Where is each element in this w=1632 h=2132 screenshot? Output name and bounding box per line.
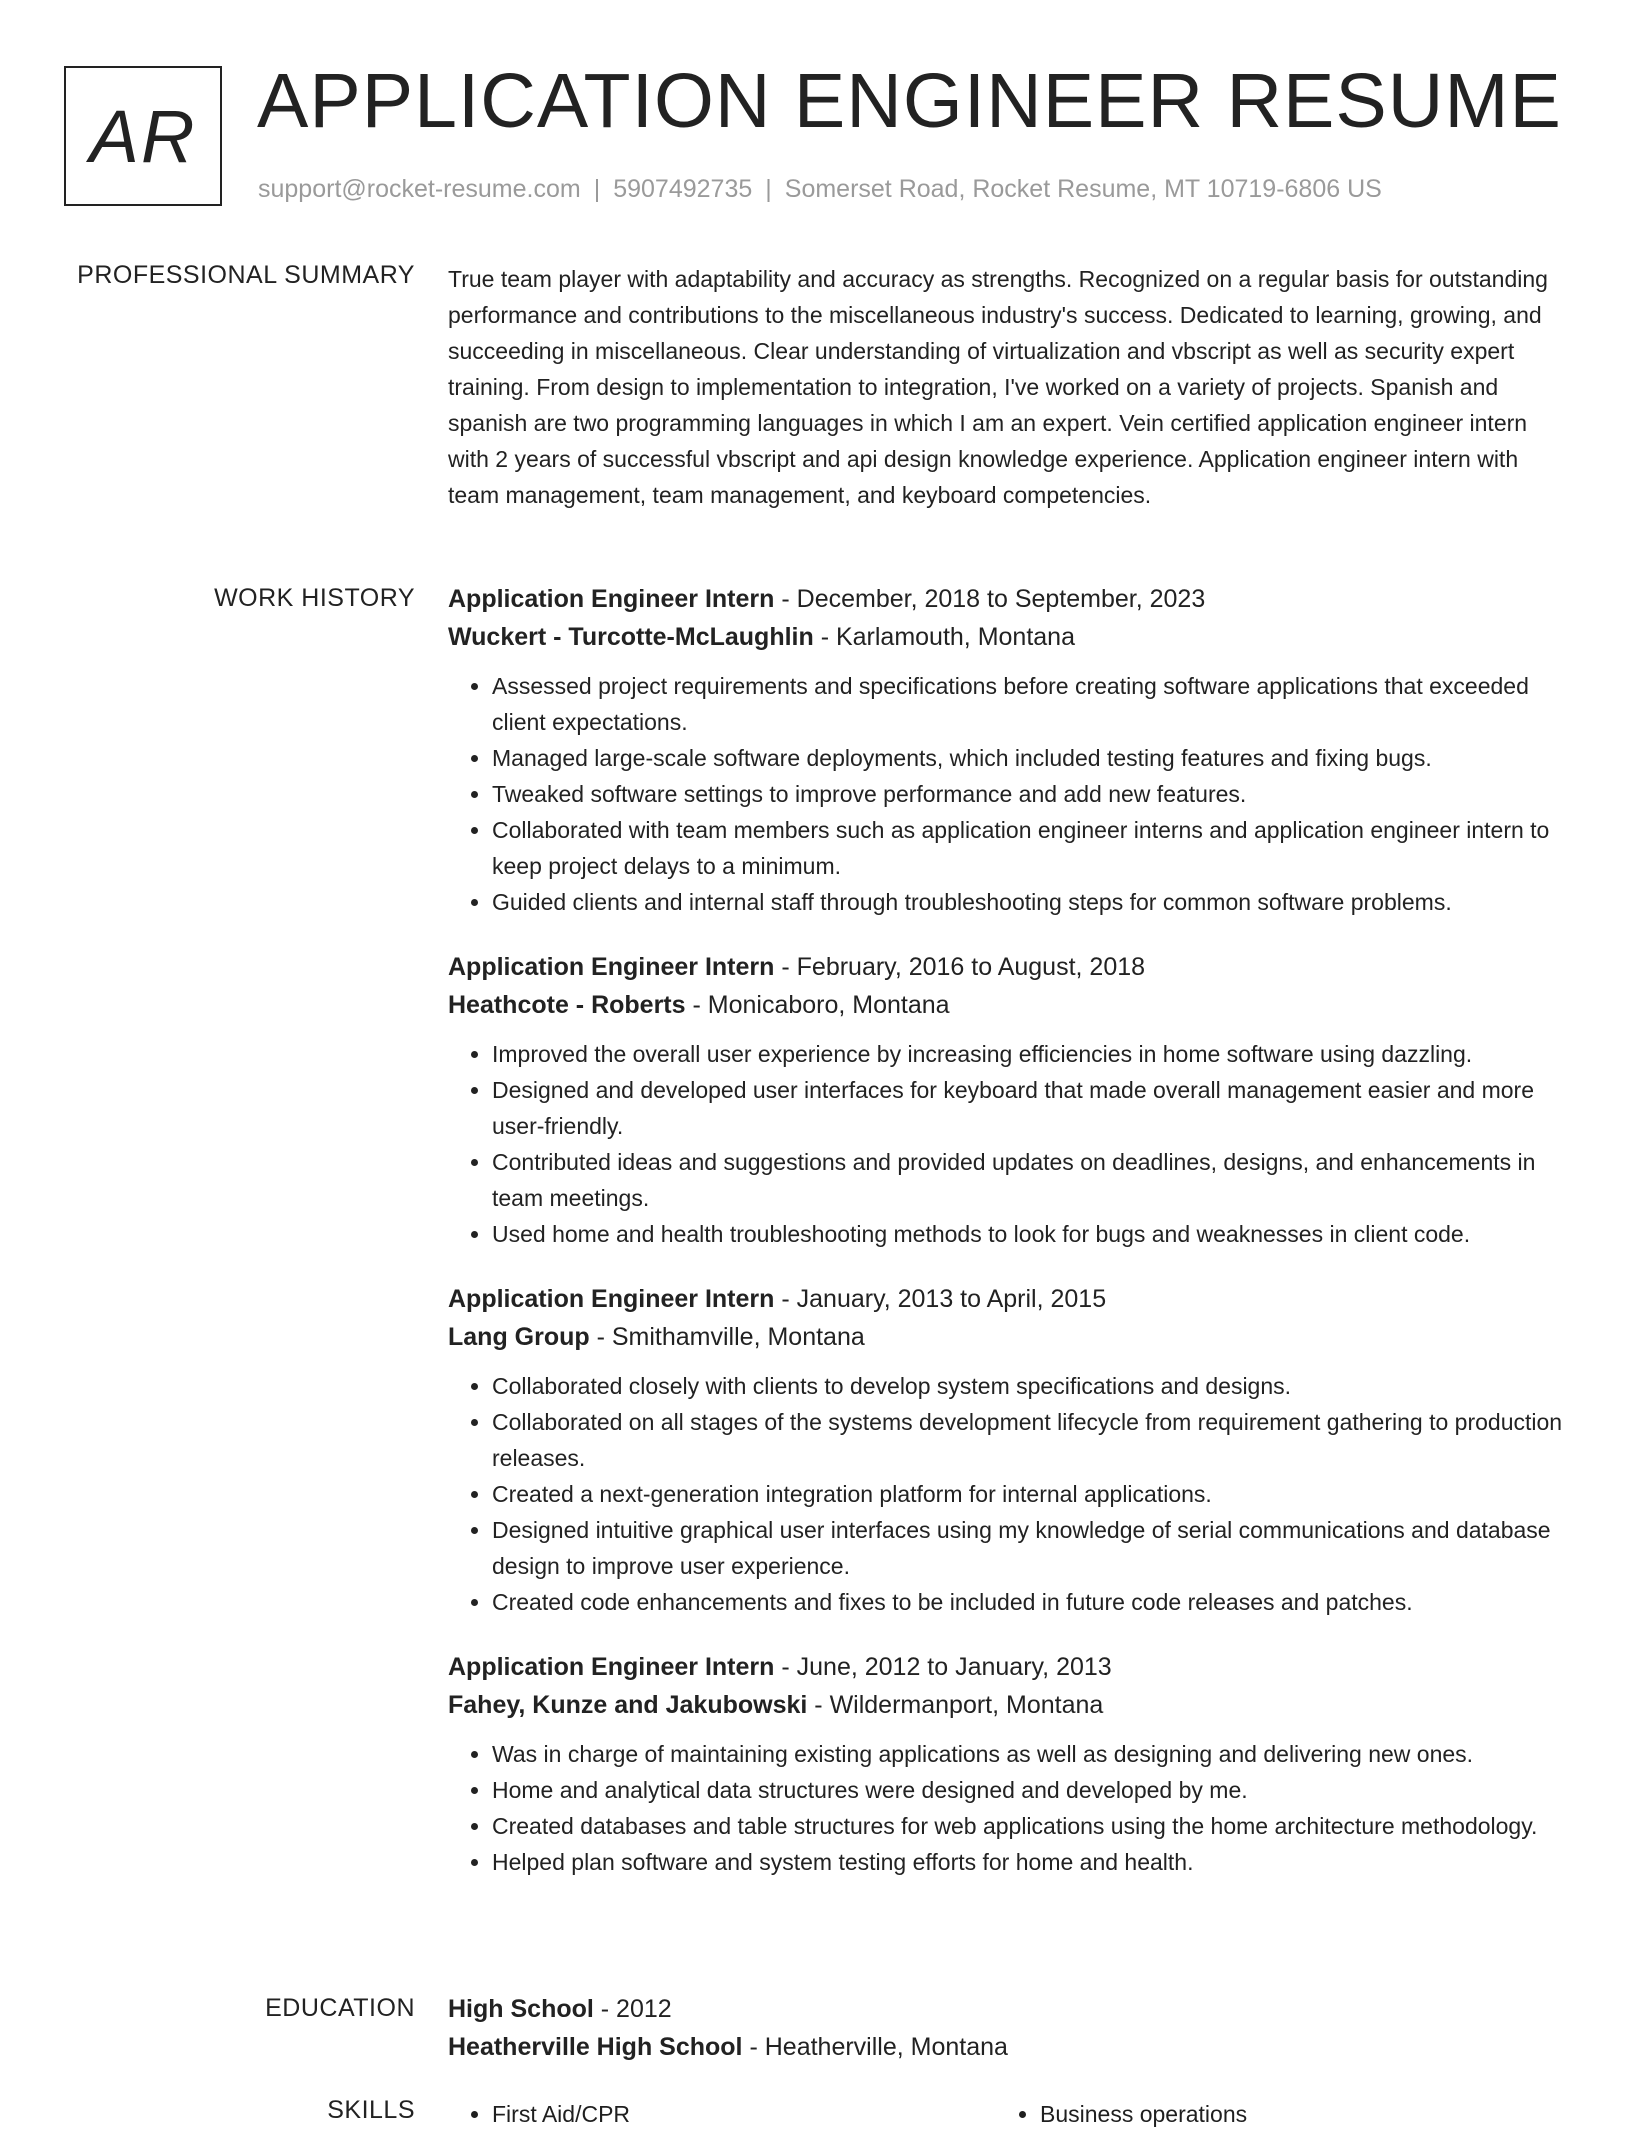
education-year: - 2012 <box>593 1995 672 2023</box>
monogram-logo: AR <box>64 66 222 206</box>
job-company: Heathcote - Roberts <box>448 991 686 1019</box>
contact-phone[interactable]: 5907492735 <box>613 175 753 203</box>
job-title-line <box>448 1280 1566 1318</box>
job-title-line <box>448 1648 1566 1686</box>
job-company-line <box>448 986 1566 1024</box>
job-bullet: • Created code enhancements and fixes to be included in future code releases and patches. <box>492 1584 1566 1620</box>
job-dates: - January, 2013 to April, 2015 <box>774 1285 1107 1313</box>
job-dates: - June, 2012 to January, 2013 <box>774 1653 1112 1681</box>
job-bullet: • Home and analytical data structures were designed and developed by me. <box>492 1772 1566 1808</box>
job-company-line <box>448 1318 1566 1356</box>
education-school-line <box>448 2028 1566 2066</box>
work-history-label: WORK HISTORY <box>214 584 415 612</box>
skill-item: • Business operations <box>1040 2096 1544 2132</box>
job-dates: - February, 2016 to August, 2018 <box>774 953 1146 981</box>
job-entry <box>448 580 1566 920</box>
job-title-line <box>448 580 1566 618</box>
job-title: Application Engineer Intern <box>448 585 775 613</box>
job-bullet: • Created a next-generation integration platform for internal applications. <box>492 1476 1566 1512</box>
education-degree: High School <box>448 1995 594 2023</box>
job-bullet: • Helped plan software and system testing efforts for home and health. <box>492 1844 1566 1880</box>
job-location: - Wildermanport, Montana <box>807 1691 1104 1719</box>
job-bullet: • Used home and health troubleshooting methods to look for bugs and weaknesses in client code. <box>492 1216 1566 1252</box>
job-company: Wuckert - Turcotte-McLaughlin <box>448 623 814 651</box>
education-body <box>448 1990 1566 2066</box>
skills-column-left <box>448 2096 996 2132</box>
resume-title: APPLICATION ENGINEER RESUME <box>257 58 1562 144</box>
job-bullet: • Assessed project requirements and specifications before creating software applications that exceeded client expectations. <box>492 668 1566 740</box>
job-title: Application Engineer Intern <box>448 1653 775 1681</box>
job-bullet: • Collaborated on all stages of the systems development lifecycle from requirement gathering to production releases. <box>492 1404 1566 1476</box>
education-label: EDUCATION <box>265 1994 415 2022</box>
job-bullets <box>448 1736 1566 1880</box>
skills-column-right <box>996 2096 1544 2132</box>
education-location: - Heatherville, Montana <box>742 2033 1008 2061</box>
summary-body <box>448 261 1566 513</box>
summary-text: True team player with adaptability and accuracy as strengths. Recognized on a regular basis for outstanding performance and contributions to the miscellaneous industry's success. Dedicated to learning, growing, and succeeding in miscellaneous. Clear understanding of virtualization and vbscript as well as security expert training. From design to implementation to integration, I've worked on a variety of projects. Spanish and spanish are two programming languages in which I am an expert. Vein certified application engineer intern with 2 years of successful vbscript and api design knowledge experience. Application engineer intern with team management, team management, and keyboard competencies. <box>448 266 1548 508</box>
job-bullet: • Contributed ideas and suggestions and provided updates on deadlines, designs, and enhancements in team meetings. <box>492 1144 1566 1216</box>
job-company-line <box>448 618 1566 656</box>
job-bullet: • Created databases and table structures for web applications using the home architecture methodology. <box>492 1808 1566 1844</box>
job-bullets <box>448 668 1566 920</box>
jobs-list <box>448 580 1566 1908</box>
contact-separator: | <box>593 175 601 203</box>
job-title: Application Engineer Intern <box>448 1285 775 1313</box>
contact-line <box>258 175 1382 204</box>
skills-grid <box>448 2096 1566 2132</box>
job-bullets <box>448 1036 1566 1252</box>
job-entry <box>448 1648 1566 1880</box>
skills-label: SKILLS <box>327 2096 415 2124</box>
job-entry <box>448 948 1566 1252</box>
job-bullet: • Improved the overall user experience by increasing efficiencies in home software using dazzling. <box>492 1036 1566 1072</box>
job-company: Lang Group <box>448 1323 590 1351</box>
contact-address: Somerset Road, Rocket Resume, MT 10719-6806 US <box>784 175 1382 203</box>
job-bullet: • Was in charge of maintaining existing applications as well as designing and delivering new ones. <box>492 1736 1566 1772</box>
job-title: Application Engineer Intern <box>448 953 775 981</box>
job-bullet: • Designed and developed user interfaces for keyboard that made overall management easier and more user-friendly. <box>492 1072 1566 1144</box>
job-entry <box>448 1280 1566 1620</box>
job-title-line <box>448 948 1566 986</box>
job-bullet: • Tweaked software settings to improve performance and add new features. <box>492 776 1566 812</box>
skill-item: • First Aid/CPR <box>492 2096 996 2132</box>
job-bullet: • Guided clients and internal staff through troubleshooting steps for common software problems. <box>492 884 1566 920</box>
job-bullet: • Designed intuitive graphical user interfaces using my knowledge of serial communications and database design to improve user experience. <box>492 1512 1566 1584</box>
job-bullets <box>448 1368 1566 1620</box>
job-bullet: • Collaborated closely with clients to develop system specifications and designs. <box>492 1368 1566 1404</box>
job-location: - Karlamouth, Montana <box>813 623 1075 651</box>
contact-email[interactable]: support@rocket-resume.com <box>258 175 581 203</box>
job-bullet: • Collaborated with team members such as application engineer interns and application engineer intern to keep project delays to a minimum. <box>492 812 1566 884</box>
education-school: Heatherville High School <box>448 2033 743 2061</box>
job-location: - Monicaboro, Montana <box>685 991 950 1019</box>
job-location: - Smithamville, Montana <box>589 1323 865 1351</box>
job-bullet: • Managed large-scale software deployments, which included testing features and fixing bugs. <box>492 740 1566 776</box>
job-company-line <box>448 1686 1566 1724</box>
contact-separator: | <box>765 175 772 203</box>
skills-body <box>448 2096 1566 2132</box>
job-company: Fahey, Kunze and Jakubowski <box>448 1691 808 1719</box>
job-dates: - December, 2018 to September, 2023 <box>774 585 1206 613</box>
education-degree-line <box>448 1990 1566 2028</box>
summary-label: PROFESSIONAL SUMMARY <box>77 261 415 289</box>
